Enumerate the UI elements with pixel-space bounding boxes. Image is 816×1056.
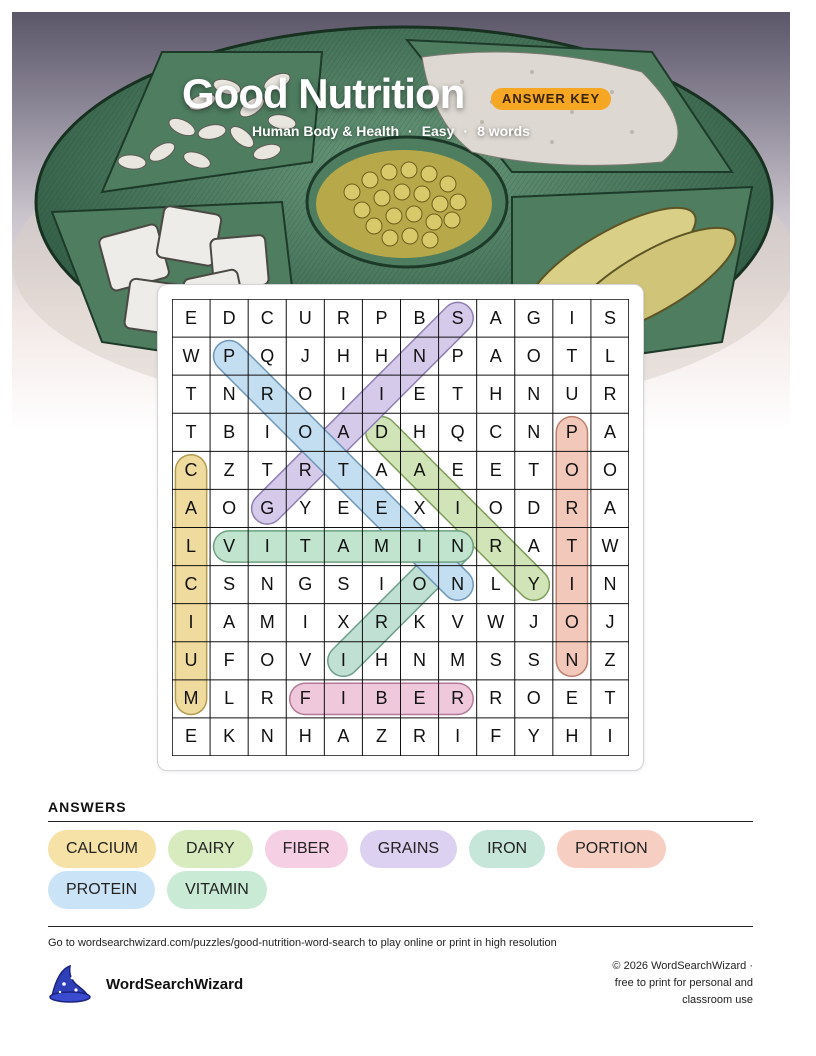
grid-cell[interactable]: B xyxy=(223,421,236,442)
grid-cell[interactable]: L xyxy=(224,688,235,709)
grid-cell[interactable]: E xyxy=(451,459,464,480)
grid-cell[interactable]: A xyxy=(223,612,236,633)
grid-cell[interactable]: Z xyxy=(375,726,387,747)
grid-cell[interactable]: N xyxy=(413,345,427,366)
grid-cell[interactable]: E xyxy=(489,459,502,480)
grid-cell[interactable]: T xyxy=(185,421,197,442)
answer-chip-protein: PROTEIN xyxy=(48,871,155,909)
grid-cell[interactable]: B xyxy=(413,307,426,328)
grid-cell[interactable]: A xyxy=(489,345,502,366)
grid-cell[interactable]: T xyxy=(528,459,540,480)
grid-cell[interactable]: R xyxy=(451,688,465,709)
grid-cell[interactable]: N xyxy=(565,650,579,671)
grid-cell[interactable]: S xyxy=(603,307,616,328)
grid-cell[interactable]: O xyxy=(488,497,503,518)
grid-cell[interactable]: U xyxy=(184,650,198,671)
grid-cell[interactable]: I xyxy=(264,536,270,557)
grid-cell[interactable]: I xyxy=(607,726,613,747)
grid-cell[interactable]: I xyxy=(455,497,461,518)
grid-cell[interactable]: E xyxy=(185,307,198,328)
grid-cell[interactable]: D xyxy=(222,307,236,328)
grid-cell[interactable]: R xyxy=(413,726,427,747)
meta-separator: · xyxy=(463,123,469,139)
grid-cell[interactable]: O xyxy=(526,345,541,366)
grid-cell[interactable]: N xyxy=(451,574,465,595)
grid-cell[interactable]: I xyxy=(264,421,270,442)
grid-cell[interactable]: M xyxy=(259,612,275,633)
grid-cell[interactable]: J xyxy=(605,612,615,633)
grid-cell[interactable]: A xyxy=(337,536,350,557)
answer-chip-portion: PORTION xyxy=(557,830,666,868)
grid-cell[interactable]: E xyxy=(375,497,388,518)
grid-cell[interactable]: H xyxy=(565,726,579,747)
difficulty-label: Easy xyxy=(421,123,455,139)
grid-cell[interactable]: C xyxy=(184,574,198,595)
grid-cell[interactable]: A xyxy=(603,497,616,518)
grid-cell[interactable]: S xyxy=(451,307,464,328)
grid-cell[interactable]: O xyxy=(298,383,313,404)
grid-cell[interactable]: I xyxy=(569,574,575,595)
grid-cell[interactable]: A xyxy=(337,726,350,747)
copyright-line: classroom use xyxy=(682,994,753,1006)
grid-cell[interactable]: K xyxy=(223,726,236,747)
grid-cell[interactable]: X xyxy=(337,612,350,633)
grid-cell[interactable]: T xyxy=(185,383,197,404)
grid-cell[interactable]: M xyxy=(183,688,199,709)
answer-chip-vitamin: VITAMIN xyxy=(167,871,267,909)
grid-cell[interactable]: M xyxy=(450,650,466,671)
grid-cell[interactable]: T xyxy=(299,536,311,557)
grid-cell[interactable]: J xyxy=(529,612,539,633)
grid-cell[interactable]: O xyxy=(526,688,541,709)
grid-cell[interactable]: A xyxy=(489,307,502,328)
topic-label: Human Body & Health xyxy=(252,123,400,139)
answer-chip-calcium: CALCIUM xyxy=(48,830,156,868)
grid-cell[interactable]: I xyxy=(302,612,308,633)
grid-cell[interactable]: Y xyxy=(299,497,312,518)
grid-cell[interactable]: A xyxy=(603,421,616,442)
grid-cell[interactable]: R xyxy=(489,536,503,557)
grid-cell[interactable]: F xyxy=(490,726,502,747)
grid-cell[interactable]: N xyxy=(413,650,427,671)
grid-cell[interactable]: Z xyxy=(223,459,235,480)
grid-cell[interactable]: S xyxy=(527,650,540,671)
grid-cell[interactable]: O xyxy=(602,459,617,480)
grid-cell[interactable]: E xyxy=(337,497,350,518)
grid-cell[interactable]: C xyxy=(489,421,503,442)
grid-cell[interactable]: G xyxy=(260,497,275,518)
grid-cell[interactable]: R xyxy=(374,612,388,633)
grid-cell[interactable]: I xyxy=(378,383,384,404)
grid-cell[interactable]: R xyxy=(260,688,274,709)
grid-cell[interactable]: Z xyxy=(604,650,616,671)
puzzle-meta xyxy=(252,123,530,139)
grid-cell[interactable]: I xyxy=(340,383,346,404)
grid-cell[interactable]: M xyxy=(373,536,389,557)
grid-cell[interactable]: I xyxy=(455,726,461,747)
grid-cell[interactable]: S xyxy=(223,574,236,595)
grid-cell[interactable]: T xyxy=(261,459,273,480)
grid-cell[interactable]: E xyxy=(413,383,426,404)
grid-cell[interactable]: T xyxy=(566,345,578,366)
grid-cell[interactable]: R xyxy=(489,688,503,709)
grid-cell[interactable]: T xyxy=(604,688,616,709)
grid-cell[interactable]: W xyxy=(487,612,505,633)
answer-chip-iron: IRON xyxy=(469,830,545,868)
grid-cell[interactable]: X xyxy=(413,497,426,518)
grid-cell[interactable]: N xyxy=(603,574,617,595)
grid-cell[interactable]: D xyxy=(374,421,388,442)
grid-cell[interactable]: P xyxy=(565,421,578,442)
brand-name: WordSearchWizard xyxy=(106,975,244,993)
grid-cell[interactable]: E xyxy=(565,688,578,709)
grid-cell[interactable]: I xyxy=(417,536,423,557)
grid-cell[interactable]: U xyxy=(565,383,579,404)
grid-cell[interactable]: H xyxy=(298,726,312,747)
grid-cell[interactable]: S xyxy=(337,574,350,595)
grid-cell[interactable]: S xyxy=(489,650,502,671)
grid-cell[interactable]: W xyxy=(182,345,200,366)
grid-cell[interactable]: L xyxy=(490,574,501,595)
grid-cell[interactable]: W xyxy=(601,536,619,557)
grid-cell[interactable]: O xyxy=(260,650,275,671)
grid-cell[interactable]: G xyxy=(298,574,313,595)
wizard-hat-icon xyxy=(48,964,92,1004)
grid-cell[interactable]: P xyxy=(451,345,464,366)
letter-grid xyxy=(172,299,629,756)
grid-cell[interactable]: I xyxy=(378,574,384,595)
grid-cell[interactable]: N xyxy=(260,726,274,747)
grid-cell[interactable]: R xyxy=(336,307,350,328)
grid-cell[interactable]: D xyxy=(527,497,541,518)
grid-cell[interactable]: V xyxy=(299,650,312,671)
copyright-line: free to print for personal and xyxy=(614,977,753,989)
grid-cell[interactable]: H xyxy=(374,345,388,366)
grid-cell[interactable]: H xyxy=(489,383,503,404)
grid-cell[interactable]: O xyxy=(564,612,579,633)
grid-cell[interactable]: T xyxy=(566,536,578,557)
grid-cell[interactable]: C xyxy=(184,459,198,480)
grid-cell[interactable]: H xyxy=(374,650,388,671)
grid-cell[interactable]: N xyxy=(527,421,541,442)
word-count-label: 8 words xyxy=(477,123,530,139)
grid-cell[interactable]: P xyxy=(223,345,236,366)
grid-cell[interactable]: A xyxy=(413,459,426,480)
play-online-link[interactable]: Go to wordsearchwizard.com/puzzles/good-nutrition-word-search to play online or print in high resolution xyxy=(48,937,557,949)
grid-cell[interactable]: F xyxy=(223,650,235,671)
grid-cell[interactable]: R xyxy=(260,383,274,404)
answer-list xyxy=(48,830,753,909)
grid-cell[interactable]: E xyxy=(413,688,426,709)
grid-cell[interactable]: Q xyxy=(260,345,275,366)
puzzle-title: Good Nutrition xyxy=(182,70,465,117)
answers-divider xyxy=(48,821,753,822)
grid-cell[interactable]: H xyxy=(413,421,427,442)
grid-cell[interactable]: V xyxy=(223,536,236,557)
grid-cell[interactable]: F xyxy=(299,688,311,709)
grid-cell[interactable]: H xyxy=(336,345,350,366)
footer-divider xyxy=(48,926,753,927)
grid-cell[interactable]: A xyxy=(185,497,198,518)
grid-cell[interactable]: N xyxy=(260,574,274,595)
meta-separator: · xyxy=(408,123,413,139)
grid-cell[interactable]: R xyxy=(298,459,312,480)
grid-cell[interactable]: T xyxy=(452,383,464,404)
answer-chip-dairy: DAIRY xyxy=(168,830,253,868)
copyright-notice xyxy=(573,958,753,1009)
grid-cell[interactable]: I xyxy=(340,650,346,671)
answers-heading: ANSWERS xyxy=(48,799,127,815)
grid-cell[interactable]: K xyxy=(413,612,426,633)
grid-cell[interactable]: Y xyxy=(527,726,540,747)
grid-cell[interactable]: N xyxy=(451,536,465,557)
grid-cell[interactable]: I xyxy=(340,688,346,709)
grid-cell[interactable]: I xyxy=(569,307,575,328)
grid-cell[interactable]: T xyxy=(337,459,349,480)
answer-key-badge: ANSWER KEY xyxy=(491,88,611,110)
answer-chip-fiber: FIBER xyxy=(265,830,348,868)
grid-cell[interactable]: N xyxy=(222,383,236,404)
grid-cell[interactable]: J xyxy=(300,345,310,366)
grid-cell[interactable]: U xyxy=(298,307,312,328)
grid-cell[interactable]: O xyxy=(564,459,579,480)
grid-cell[interactable]: O xyxy=(298,421,313,442)
grid-cell[interactable]: L xyxy=(186,536,197,557)
grid-cell[interactable]: A xyxy=(527,536,540,557)
grid-cell[interactable]: P xyxy=(375,307,388,328)
grid-cell[interactable]: V xyxy=(451,612,464,633)
grid-cell[interactable]: A xyxy=(337,421,350,442)
grid-cell[interactable]: B xyxy=(375,688,388,709)
grid-cell[interactable]: C xyxy=(260,307,274,328)
grid-cell[interactable]: E xyxy=(185,726,198,747)
answer-chip-grains: GRAINS xyxy=(360,830,457,868)
grid-cell[interactable]: I xyxy=(188,612,194,633)
grid-cell[interactable]: R xyxy=(603,383,617,404)
grid-cell[interactable]: R xyxy=(565,497,579,518)
grid-cell[interactable]: Y xyxy=(527,574,540,595)
grid-cell[interactable]: Q xyxy=(450,421,465,442)
grid-cell[interactable]: O xyxy=(412,574,427,595)
grid-cell[interactable]: L xyxy=(604,345,615,366)
brand[interactable] xyxy=(48,964,243,1004)
copyright-line: © 2026 WordSearchWizard · xyxy=(612,960,753,972)
grid-cell[interactable]: G xyxy=(526,307,541,328)
grid-cell[interactable]: A xyxy=(375,459,388,480)
grid-cell[interactable]: N xyxy=(527,383,541,404)
grid-cell[interactable]: O xyxy=(222,497,237,518)
